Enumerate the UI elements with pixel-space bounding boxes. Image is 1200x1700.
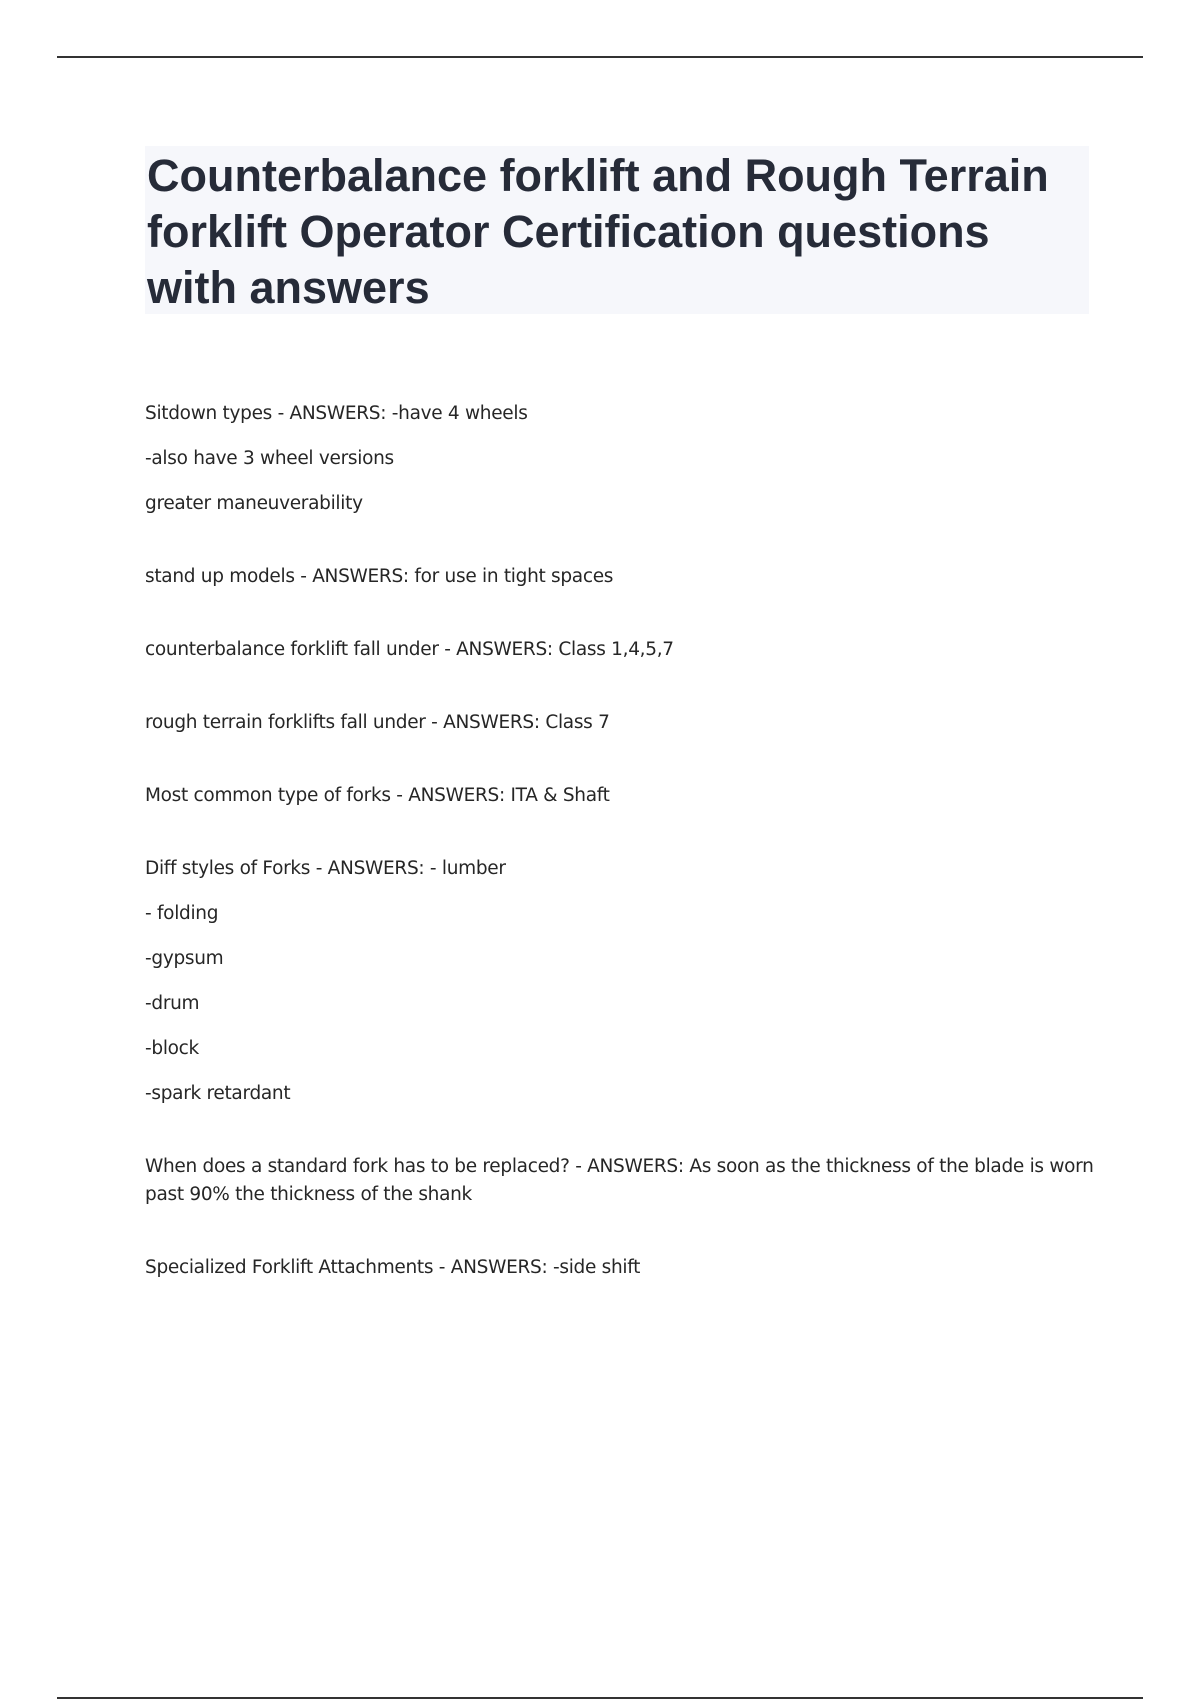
qa-line: greater maneuverability [145, 493, 363, 514]
qa-line: -spark retardant [145, 1083, 291, 1104]
qa-entry-attachments [145, 1254, 1095, 1282]
qa-line: Diff styles of Forks - ANSWERS: - lumber [145, 858, 506, 879]
qa-line: -block [145, 1038, 199, 1059]
document-title: Counterbalance forklift and Rough Terrain forklift Operator Certification questions with answers [147, 150, 1049, 313]
qa-line: counterbalance forklift fall under - ANSWERS: Class 1,4,5,7 [145, 639, 674, 660]
qa-line: - folding [145, 903, 219, 924]
qa-line: -gypsum [145, 948, 224, 969]
qa-line: When does a standard fork has to be replaced? - ANSWERS: As soon as the thickness of the blade is worn past 90% the thickness of the shank [145, 1156, 1094, 1205]
qa-line: Sitdown types - ANSWERS: -have 4 wheels [145, 403, 528, 424]
qa-entry-common-forks [145, 782, 1095, 810]
qa-line: Most common type of forks - ANSWERS: ITA & Shaft [145, 785, 610, 806]
qa-entry-stand-up-models [145, 563, 1095, 591]
qa-entry-fork-styles [145, 855, 1095, 1108]
qa-entry-sitdown-types [145, 400, 1095, 518]
title-banner [145, 146, 1089, 314]
footer-rule [57, 1697, 1143, 1699]
qa-line: stand up models - ANSWERS: for use in tight spaces [145, 566, 614, 587]
qa-line: Specialized Forklift Attachments - ANSWERS: -side shift [145, 1257, 641, 1278]
qa-entry-rough-terrain-class [145, 709, 1095, 737]
qa-list [145, 400, 1095, 1327]
qa-entry-fork-replacement [145, 1153, 1095, 1209]
qa-entry-counterbalance-class [145, 636, 1095, 664]
qa-line: -drum [145, 993, 200, 1014]
qa-line: -also have 3 wheel versions [145, 448, 394, 469]
qa-line: rough terrain forklifts fall under - ANSWERS: Class 7 [145, 712, 610, 733]
header-rule [57, 56, 1143, 58]
